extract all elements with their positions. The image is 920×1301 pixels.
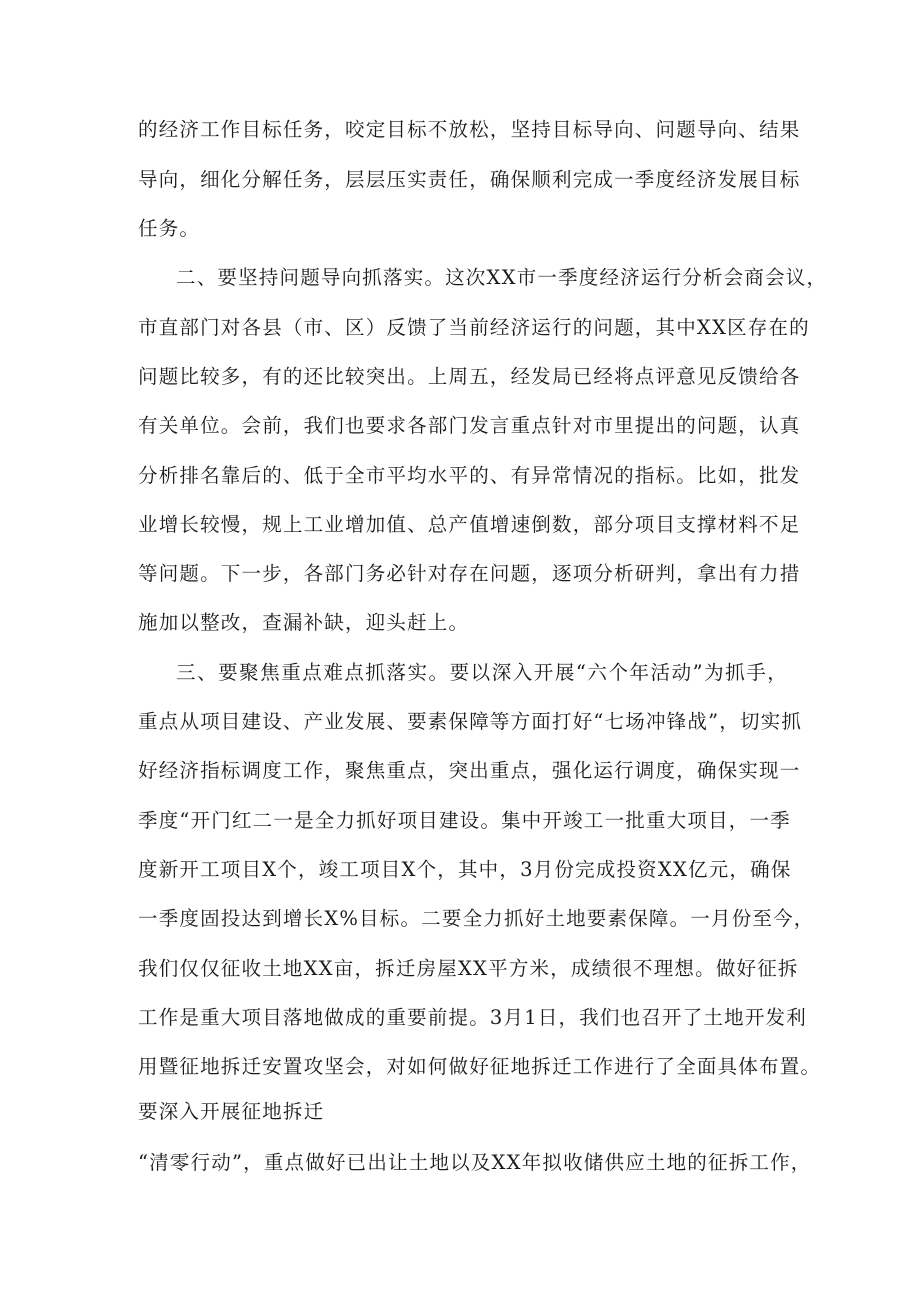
paragraph-line: 任务。 [138, 217, 201, 240]
paragraph-line: 季度“开门红二一是全力抓好项目建设。集中开竣工一批重大项目，一季 [138, 809, 791, 832]
paragraph-line: 一季度固投达到增长X%目标。二要全力抓好土地要素保障。一月份至今， [138, 907, 815, 930]
paragraph-line: 等问题。下一步，各部门务必针对存在问题，逐项分析研判，拿出有力措 [138, 562, 801, 585]
paragraph-line: 分析排名靠后的、低于全市平均水平的、有异常情况的指标。比如，批发 [138, 464, 801, 487]
paragraph-line: 有关单位。会前，我们也要求各部门发言重点针对市里提出的问题，认真 [138, 414, 801, 437]
paragraph-line: 重点从项目建设、产业发展、要素保障等方面打好“七场冲锋战”，切实抓 [138, 710, 803, 733]
paragraph-line: 要深入开展征地拆迁 [138, 1100, 325, 1123]
paragraph-line: 我们仅仅征收土地XX亩，拆迁房屋XX平方米，成绩很不理想。做好征拆 [138, 957, 799, 980]
paragraph-line: 度新开工项目X个，竣工项目X个，其中，3月份完成投资XX亿元，确保 [138, 858, 792, 881]
paragraph-line: 问题比较多，有的还比较突出。上周五，经发局已经将点评意见反馈给各 [138, 365, 801, 388]
paragraph-line: 施加以整改，查漏补缺，迎头赶上。 [138, 611, 470, 634]
paragraph-line: 市直部门对各县（市、区）反馈了当前经济运行的问题，其中XX区存在的 [138, 316, 810, 339]
paragraph-line: 的经济工作目标任务，咬定目标不放松，坚持目标导向、问题导向、结果 [138, 118, 801, 141]
paragraph-line: 二、要坚持问题导向抓落实。这次XX市一季度经济运行分析会商会议， [176, 266, 828, 289]
paragraph-line: 导向，细化分解任务，层层压实责任，确保顺利完成一季度经济发展目标 [138, 168, 801, 191]
paragraph-line: 好经济指标调度工作，聚焦重点，突出重点，强化运行调度，确保实现一 [138, 759, 801, 782]
paragraph-line: “清零行动”，重点做好已出让土地以及XX年拟收储供应土地的征拆工作， [138, 1151, 812, 1174]
paragraph-line: 业增长较慢，规上工业增加值、总产值增速倒数，部分项目支撑材料不足 [138, 513, 801, 536]
paragraph-line: 用暨征地拆迁安置攻坚会，对如何做好征地拆迁工作进行了全面具体布置。 [138, 1055, 822, 1078]
paragraph-line: 工作是重大项目落地做成的重要前提。3月1日，我们也召开了土地开发利 [138, 1006, 807, 1029]
paragraph-line: 三、要聚焦重点难点抓落实。要以深入开展“六个年活动”为抓手， [176, 661, 788, 684]
